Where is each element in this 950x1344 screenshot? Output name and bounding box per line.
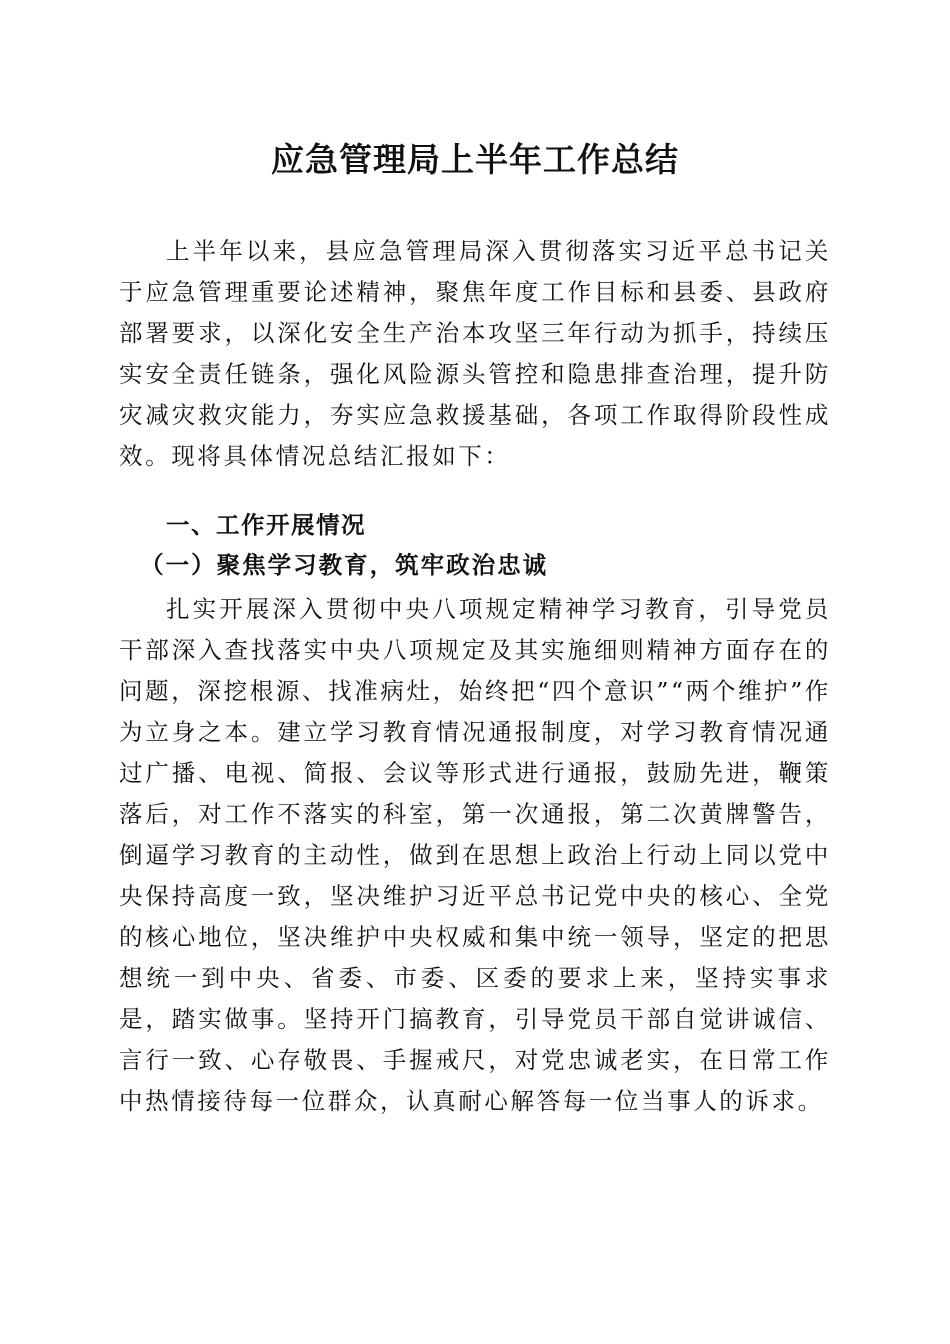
section-heading-block xyxy=(119,505,831,546)
document-title: 应急管理局上半年工作总结 xyxy=(271,140,679,179)
subsection-paragraph: 扎实开展深入贯彻中央八项规定精神学习教育，引导党员干部深入查找落实中央八项规定及其实施细则精神方面存在的问题，深挖根源、找准病灶，始终把“四个意识”“两个维护”作为立身之本。建立学习教育情况通报制度，对学习教育情况通过广播、电视、简报、会议等形式进行通报，鼓励先进，鞭策落后，对工作不落实的科室，第一次通报，第二次黄牌警告，倒逼学习教育的主动性，做到在思想上政治上行动上同以党中央保持高度一致，坚决维护习近平总书记党中央的核心、全党的核心地位，坚决维护中央权威和集中统一领导，坚定的把思想统一到中央、省委、市委、区委的要求上来，坚持实事求是，踏实做事。坚持开门搞教育，引导党员干部自觉讲诚信、言行一致、心存敬畏、手握戒尺，对党忠诚老实，在日常工作中热情接待每一位群众，认真耐心解答每一位当事人的诉求。 xyxy=(119,595,831,1115)
intro-section xyxy=(119,231,831,477)
intro-paragraph: 上半年以来，县应急管理局深入贯彻落实习近平总书记关于应急管理重要论述精神，聚焦年度工作目标和县委、县政府部署要求，以深化安全生产治本攻坚三年行动为抓手，持续压实安全责任链条，强化风险源头管控和隐患排查治理，提升防灾减灾救灾能力，夯实应急救援基础，各项工作取得阶段性成效。现将具体情况总结汇报如下： xyxy=(119,237,831,470)
section-heading: 一、工作开展情况 xyxy=(166,511,366,539)
subsection-heading: （一）聚焦学习教育，筑牢政治忠诚 xyxy=(140,551,549,579)
subsection-body-block xyxy=(119,589,831,1122)
subsection-heading-block xyxy=(119,545,831,586)
